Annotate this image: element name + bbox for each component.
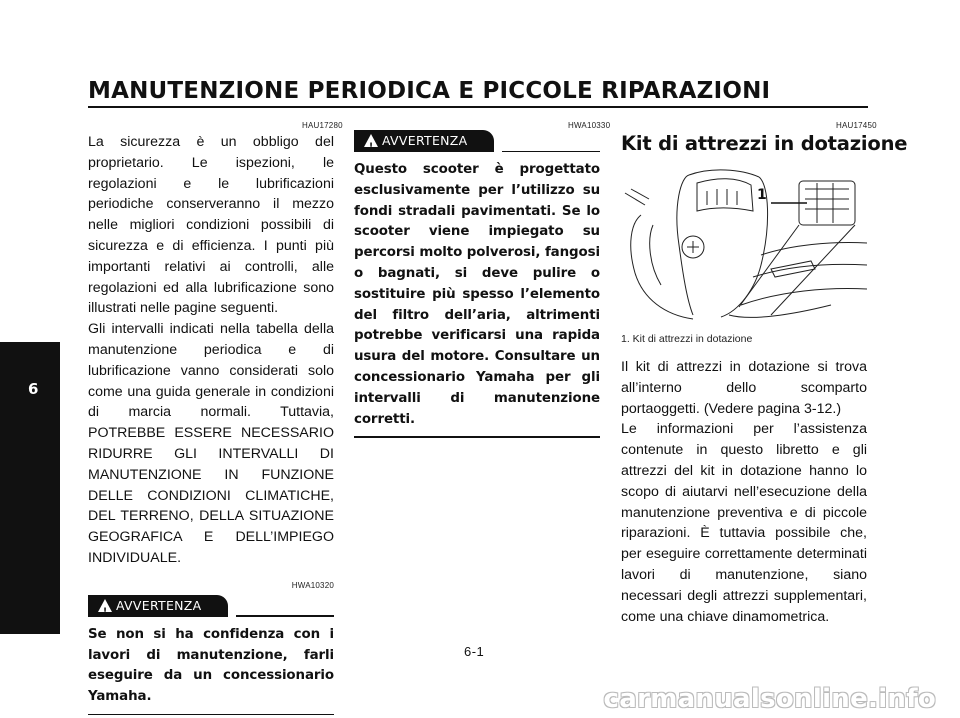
warning-box — [88, 580, 334, 716]
section-code: HAU17450 — [836, 121, 877, 130]
chapter-number: 6 — [28, 380, 39, 398]
figure-caption: 1. Kit di attrezzi in dotazione — [621, 333, 753, 345]
warning-bottom-rule — [88, 714, 334, 716]
intro-paragraph: La sicurezza è un obbligo del proprietario. Le ispezioni, le regolazioni e le lubrificazioni periodiche conserveranno il mezzo nelle migliori condizioni possibili di sicurezza e di efficienza. I punti più importanti relativi ai controlli, alle regolazioni ed alla lubrificazione sono illustrati nelle pagine seguenti. — [88, 134, 334, 317]
warning-box — [354, 130, 600, 438]
scooter-storage-illustration — [621, 165, 867, 325]
intervals-paragraph: Gli intervalli indicati nella tabella della manutenzione periodica e di lubrificazione vanno considerati solo come una guida generale in condizioni di marcia normali. Tuttavia, POTREBBE ESSERE NECESSARIO RIDURRE GLI INTERVALLI DI MANUTENZIONE IN FUNZIONE DELLE CONDIZIONI CLIMATICHE, DEL TERRENO, DELLA SITUAZIONE GEOGRAFICA E DELL’IMPIEGO INDIVIDUALE. — [88, 321, 334, 566]
warning-code: HWA10320 — [291, 580, 334, 590]
warning-label: AVVERTENZA — [116, 597, 202, 613]
warning-text: Se non si ha confidenza con i lavori di manutenzione, farli eseguire da un concessionario Yamaha. — [88, 626, 334, 705]
toolkit-location-paragraph: Il kit di attrezzi in dotazione si trova all’interno dello scomparto portaoggetti. (Vedere pagina 3-12.) — [621, 359, 867, 417]
section-code: HAU17280 — [302, 121, 343, 130]
warning-triangle-icon — [364, 134, 378, 147]
section-title: Kit di attrezzi in dotazione — [621, 132, 908, 155]
title-rule — [88, 106, 868, 108]
warning-rule — [502, 151, 600, 153]
scooter-toolkit-figure — [621, 165, 867, 325]
warning-bottom-rule — [354, 436, 600, 438]
warning-code: HWA10330 — [568, 121, 611, 130]
warning-label: AVVERTENZA — [382, 133, 468, 148]
watermark-logo: carmanualsonline.info — [603, 684, 936, 714]
warning-badge — [88, 595, 228, 617]
toolkit-info-paragraph: Le informazioni per l’assistenza contenute in questo libretto e gli attrezzi del kit in dotazione hanno lo scopo di aiutarvi nell’esecuzione della manutenzione preventiva e di piccole riparazioni. È tuttavia possibile che, per eseguire correttamente determinati lavori di manutenzione, siano necessari degli attrezzi supplementari, come una chiave dinamometrica. — [621, 421, 867, 625]
figure-callout: 1 — [757, 187, 767, 203]
column-left — [88, 132, 334, 715]
page-title: MANUTENZIONE PERIODICA E PICCOLE RIPARAZIONI — [88, 78, 771, 104]
warning-text: Questo scooter è progettato esclusivamente per l’utilizzo su fondi stradali pavimentati. Se lo scooter viene impiegato su percorsi molto polverosi, fangosi o bagnati, si deve pulire o sostituire più spesso l’elemento del filtro dell’aria, altrimenti potrebbe verificarsi una rapida usura del motore. Consultare un concessionario Yamaha per gli intervalli di manutenzione corretti. — [354, 162, 600, 427]
warning-rule — [236, 615, 334, 617]
page-number: 6-1 — [464, 644, 485, 659]
warning-badge — [354, 130, 494, 152]
warning-triangle-icon — [98, 599, 112, 612]
column-right — [621, 130, 908, 627]
column-middle — [354, 130, 600, 438]
chapter-tab — [0, 342, 60, 634]
